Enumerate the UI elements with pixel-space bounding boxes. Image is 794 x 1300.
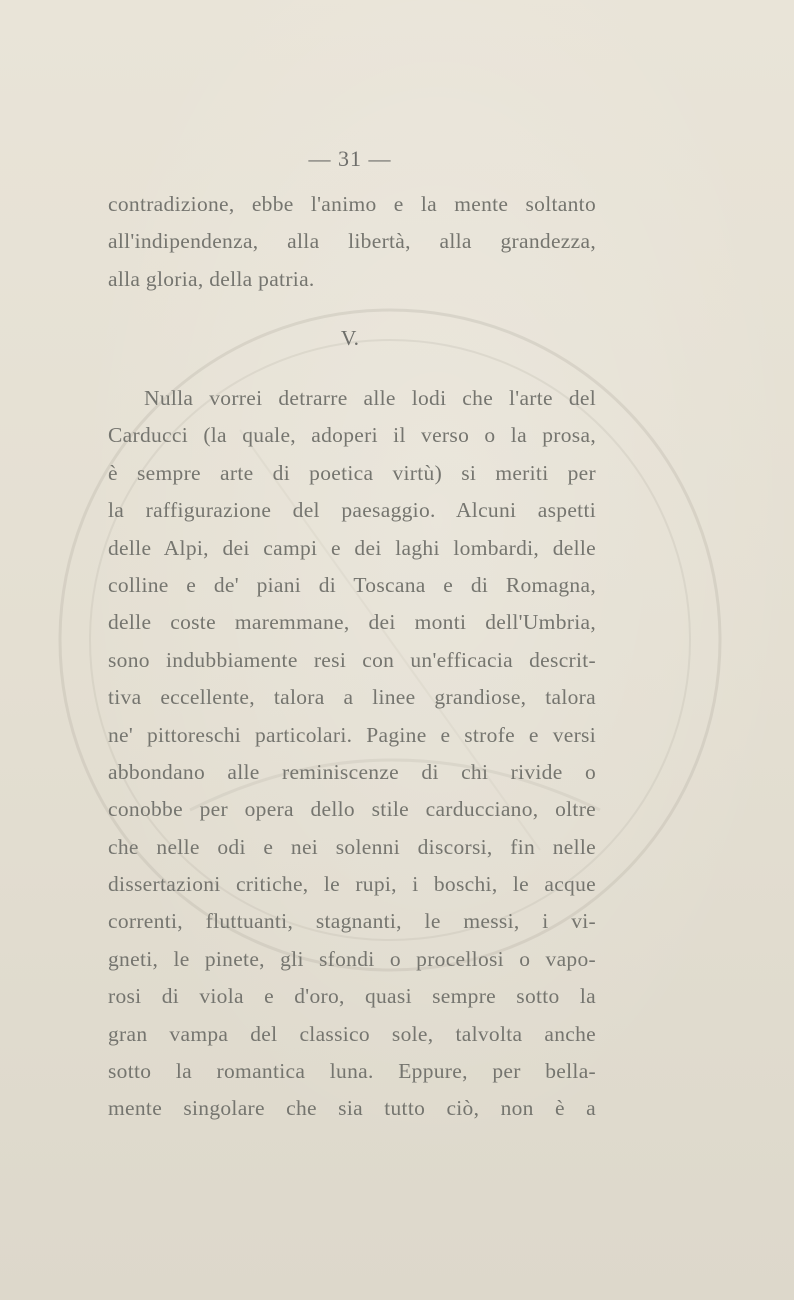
text-line: sono indubbiamente resi con un'efficacia descrit- bbox=[108, 647, 596, 672]
text-line: tiva eccellente, talora a linee grandiose, talora bbox=[108, 685, 596, 710]
text-line: rosi di viola e d'oro, quasi sempre sotto la bbox=[108, 984, 596, 1009]
text-line: correnti, fluttuanti, stagnanti, le messi, i vi- bbox=[108, 909, 596, 934]
text-line: all'indipendenza, alla libertà, alla grandezza, bbox=[108, 229, 596, 254]
intro-paragraph bbox=[108, 186, 596, 298]
text-line: gran vampa del classico sole, talvolta anche bbox=[108, 1021, 596, 1046]
page-number: — 31 — bbox=[308, 146, 392, 171]
text-line: abbondano alle reminiscenze di chi rivide o bbox=[108, 759, 596, 784]
text-line: alla gloria, della patria. bbox=[108, 266, 315, 291]
text-line: Nulla vorrei detrarre alle lodi che l'arte del bbox=[144, 386, 596, 410]
text-line: ne' pittoreschi particolari. Pagine e strofe e versi bbox=[108, 722, 596, 747]
text-line: la raffigurazione del paesaggio. Alcuni aspetti bbox=[108, 498, 596, 523]
text-line: delle coste maremmane, dei monti dell'Umbria, bbox=[108, 610, 596, 635]
text-line: conobbe per opera dello stile carducciano, oltre bbox=[108, 797, 596, 822]
text-line: che nelle odi e nei solenni discorsi, fin nelle bbox=[108, 834, 596, 859]
text-line: dissertazioni critiche, le rupi, i boschi, le acque bbox=[108, 872, 596, 897]
text-line: colline e de' piani di Toscana e di Romagna, bbox=[108, 572, 596, 597]
text-line: Carducci (la quale, adoperi il verso o la prosa, bbox=[108, 423, 596, 448]
text-line: contradizione, ebbe l'animo e la mente soltanto bbox=[108, 192, 596, 216]
text-line: mente singolare che sia tutto ciò, non è a bbox=[108, 1096, 596, 1121]
text-line: gneti, le pinete, gli sfondi o procellosi o vapo- bbox=[108, 946, 596, 971]
section-paragraph bbox=[108, 380, 596, 1128]
text-line: sotto la romantica luna. Eppure, per bella- bbox=[108, 1059, 596, 1084]
section-heading: V. bbox=[340, 326, 360, 350]
text-line: è sempre arte di poetica virtù) si meriti per bbox=[108, 460, 596, 485]
text-line: delle Alpi, dei campi e dei laghi lombardi, delle bbox=[108, 535, 596, 560]
